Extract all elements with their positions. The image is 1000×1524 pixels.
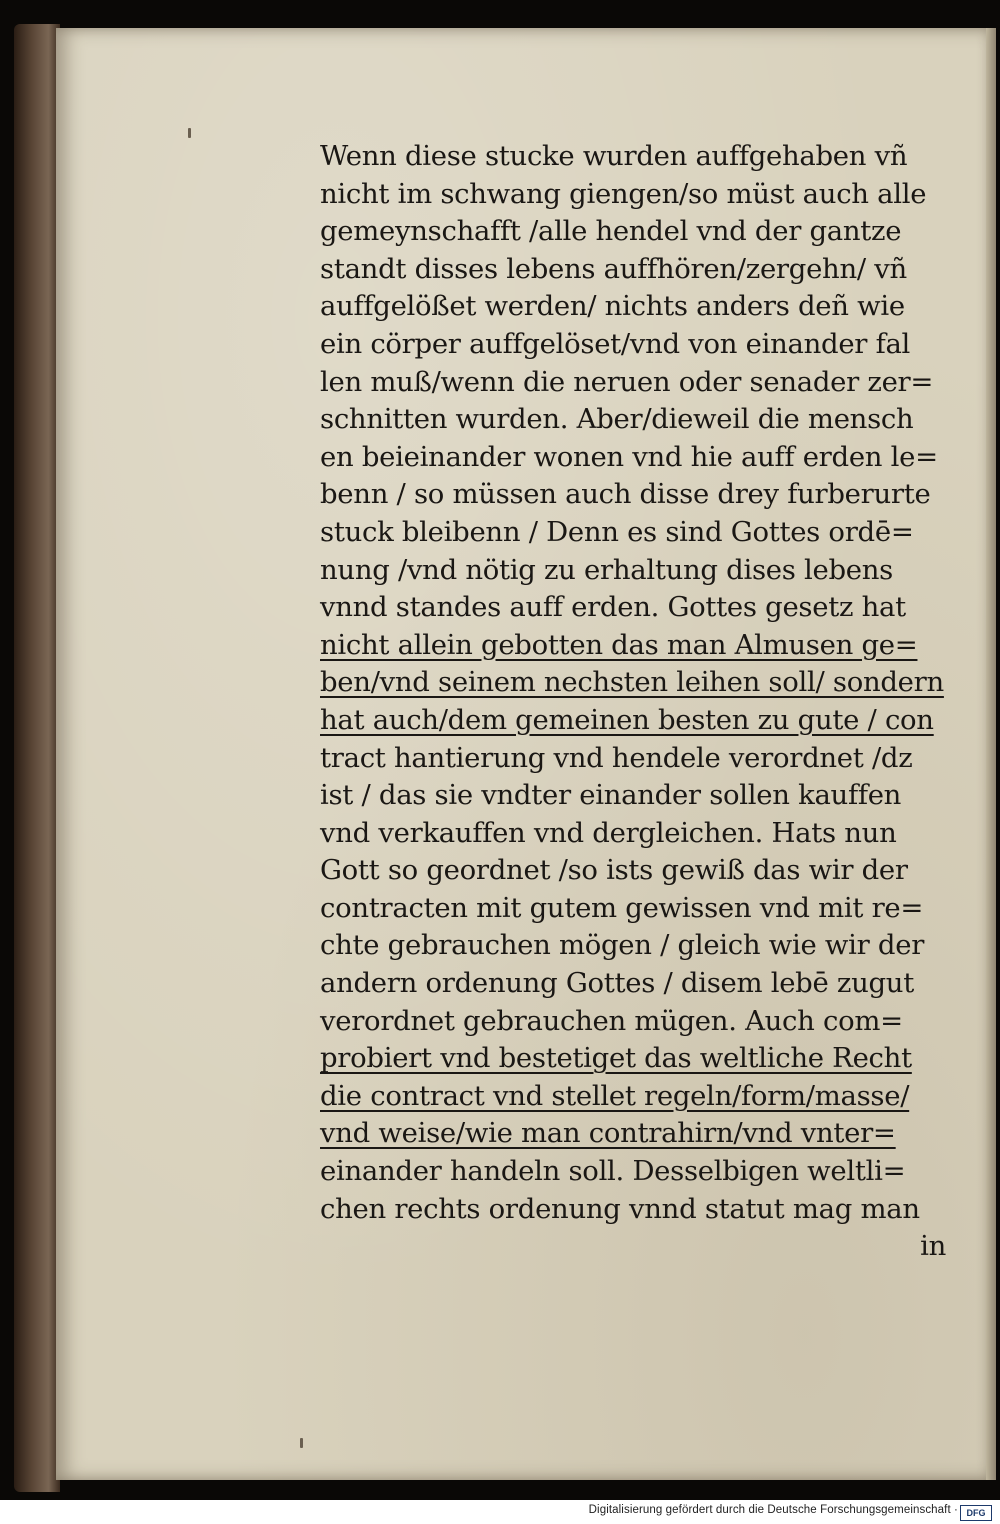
text-line: andern ordenung Gottes / disem lebē zugut bbox=[320, 967, 914, 1000]
text-line: vnnd standes auff erden. Gottes gesetz hat bbox=[320, 591, 906, 624]
text-line-underlined: ben/vnd seinem nechsten leihen soll/ sondern bbox=[320, 666, 944, 699]
dfg-logo-icon: DFG bbox=[960, 1505, 992, 1521]
page-blemish bbox=[188, 128, 191, 138]
page-blemish bbox=[300, 1438, 303, 1448]
text-line: auffgelößet werden/ nichts anders deñ wie bbox=[320, 290, 905, 323]
text-line: chen rechts ordenung vnnd statut mag man bbox=[320, 1192, 920, 1225]
footer-bar bbox=[0, 1500, 1000, 1524]
text-line-underlined: vnd weise/wie man contrahirn/vnd vnter= bbox=[320, 1117, 896, 1150]
text-line: vnd verkauffen vnd dergleichen. Hats nun bbox=[320, 816, 897, 849]
book-cover-edge bbox=[14, 24, 60, 1492]
text-line: chte gebrauchen mögen / gleich wie wir der bbox=[320, 929, 925, 962]
funding-credit: Digitalisierung gefördert durch die Deutsche Forschungsgemeinschaft · bbox=[588, 1504, 958, 1516]
text-line: verordnet gebrauchen mügen. Auch com= bbox=[320, 1004, 903, 1037]
text-line-underlined: probiert vnd bestetiget das weltliche Recht bbox=[320, 1042, 912, 1075]
page-text bbox=[320, 138, 960, 1266]
text-line: standt disses lebens auffhören/zergehn/ vñ bbox=[320, 252, 907, 285]
text-line: ein cörper auffgelöset/vnd von einander fal bbox=[320, 327, 911, 360]
text-line: len muß/wenn die neruen oder senader zer= bbox=[320, 365, 934, 398]
text-line: Gott so geordnet /so ists gewiß das wir der bbox=[320, 854, 908, 887]
text-line: gemeynschafft /alle hendel vnd der gantze bbox=[320, 215, 902, 248]
text-line: tract hantierung vnd hendele verordnet /dz bbox=[320, 741, 913, 774]
text-line: en beieinander wonen vnd hie auff erden le= bbox=[320, 440, 938, 473]
text-line: ist / das sie vndter einander sollen kauffen bbox=[320, 779, 902, 812]
text-line: einander handeln soll. Desselbigen weltli= bbox=[320, 1155, 906, 1188]
text-line: nicht im schwang giengen/so müst auch alle bbox=[320, 177, 927, 210]
text-line: contracten mit gutem gewissen vnd mit re= bbox=[320, 891, 924, 924]
page-edge bbox=[986, 28, 996, 1480]
text-line: nung /vnd nötig zu erhaltung dises lebens bbox=[320, 553, 893, 586]
text-line: schnitten wurden. Aber/dieweil die mensch bbox=[320, 403, 914, 436]
text-line: benn / so müssen auch disse drey furberurte bbox=[320, 478, 931, 511]
catchword: in bbox=[920, 1230, 946, 1263]
text-line: Wenn diese stucke wurden auffgehaben vñ bbox=[320, 140, 908, 172]
text-line: stuck bleibenn / Denn es sind Gottes ordē= bbox=[320, 515, 914, 548]
text-line-underlined: die contract vnd stellet regeln/form/masse/ bbox=[320, 1079, 910, 1112]
text-line-underlined: hat auch/dem gemeinen besten zu gute / con bbox=[320, 703, 934, 736]
text-line-underlined: nicht allein gebotten das man Almusen ge= bbox=[320, 628, 918, 661]
